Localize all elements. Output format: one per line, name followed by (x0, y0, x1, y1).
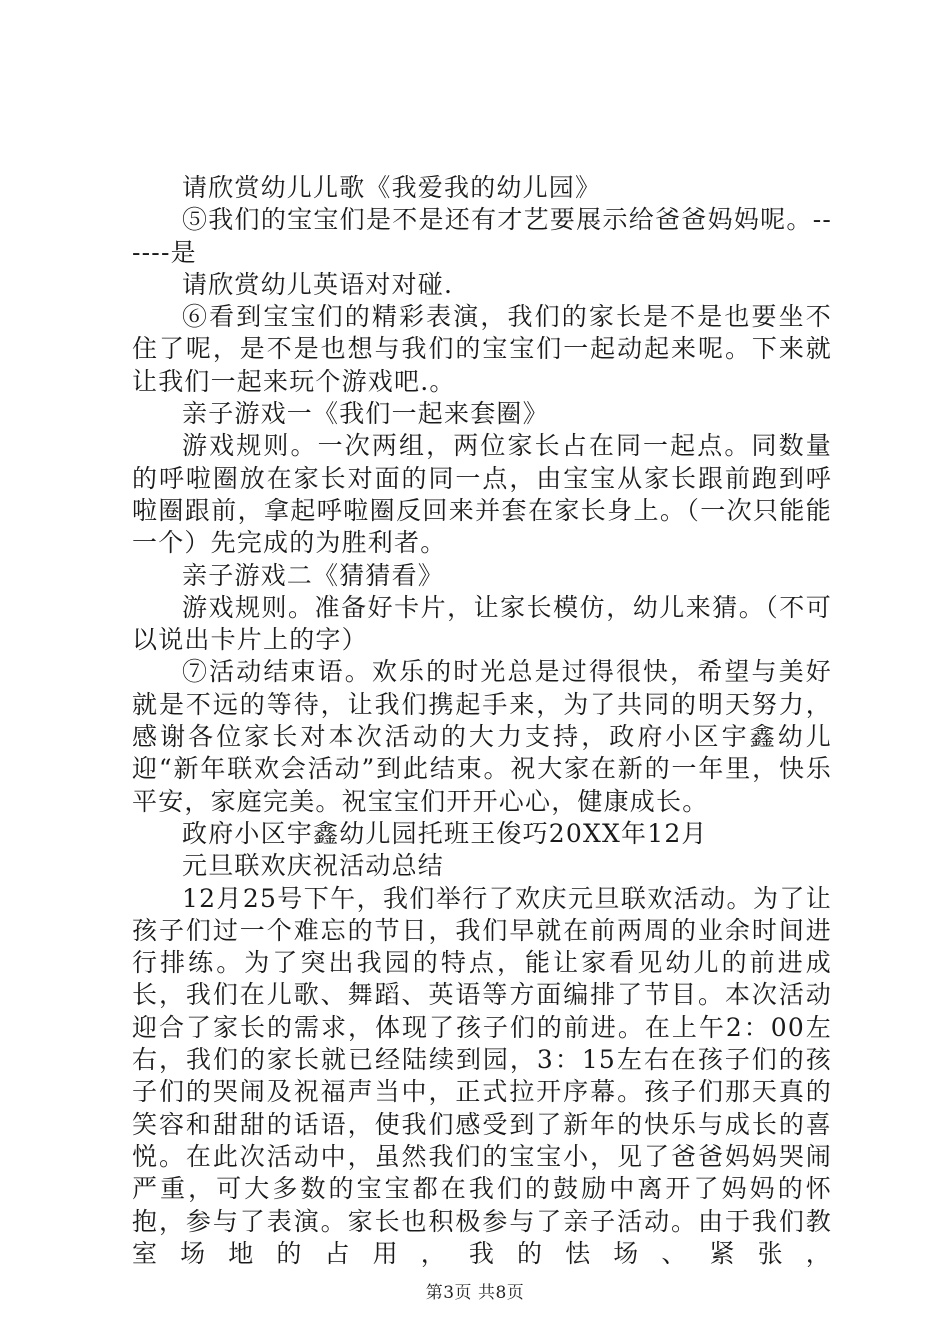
paragraph-game-two-title: 亲子游戏二《猜猜看》 (182, 560, 445, 590)
paragraph-talent-show: ⑤我们的宝宝们是不是还有才艺要展示给爸爸妈妈呢。------是 (132, 205, 832, 267)
paragraph-game-one-rules: 游戏规则。一次两组，两位家长占在同一起点。同数量的呼啦圈放在家长对面的同一点，由宝宝从家长跟前跑到呼啦圈跟前，拿起呼啦圈反回来并套在家长身上。（一次只能能一个）先完成的为胜利者。 (132, 431, 832, 558)
section-title: 元旦联欢庆祝活动总结 (182, 851, 445, 881)
paragraph-summary: 12月25号下午，我们举行了欢庆元旦联欢活动。为了让孩子们过一个难忘的节日，我们早就在前两周的业余时间进行排练。为了突出我园的特点，能让家看见幼儿的前进成长，我们在儿歌、舞蹈、英语等方面编排了节目。本次活动迎合了家长的需求，体现了孩子们的前进。在上午2：00左右，我们的家长就已经陆续到园，3：15左右在孩子们的孩子们的哭闹及祝福声当中，正式拉开序幕。孩子们那天真的笑容和甜甜的话语，使我们感受到了新年的快乐与成长的喜悦。在此次活动中，虽然我们的宝宝小，见了爸爸妈妈哭闹严重，可大多数的宝宝都在我们的鼓励中离开了妈妈的怀抱，参与了表演。家长也积极参与了亲子活动。由于我们教室场地的占用，我的怯场、紧张， (132, 883, 832, 1268)
paragraph-game-one-title: 亲子游戏一《我们一起来套圈》 (182, 399, 549, 429)
paragraph-game-two-rules: 游戏规则。准备好卡片，让家长模仿，幼儿来猜。（不可以说出卡片上的字） (132, 592, 832, 655)
paragraph-english-show: 请欣赏幼儿英语对对碰. (182, 269, 454, 299)
paragraph-signature: 政府小区宇鑫幼儿园托班王俊巧20XX年12月 (182, 818, 708, 848)
page-number: 第3页 共8页 (425, 1283, 525, 1303)
paragraph-game-intro: ⑥看到宝宝们的精彩表演，我们的家长是不是也要坐不住了呢，是不是也想与我们的宝宝们一起动起来呢。下来就让我们一起来玩个游戏吧.。 (132, 302, 832, 396)
paragraph-closing-remarks: ⑦活动结束语。欢乐的时光总是过得很快，希望与美好就是不远的等待，让我们携起手来，为了共同的明天努力，感谢各位家长对本次活动的大力支持，政府小区宇鑫幼儿迎“新年联欢会活动”到此结束。祝大家在新的一年里，快乐平安，家庭完美。祝宝宝们开开心心，健康成长。 (132, 657, 832, 816)
document-body (132, 172, 832, 1270)
paragraph-children-song: 请欣赏幼儿儿歌《我爱我的幼儿园》 (182, 173, 602, 202)
